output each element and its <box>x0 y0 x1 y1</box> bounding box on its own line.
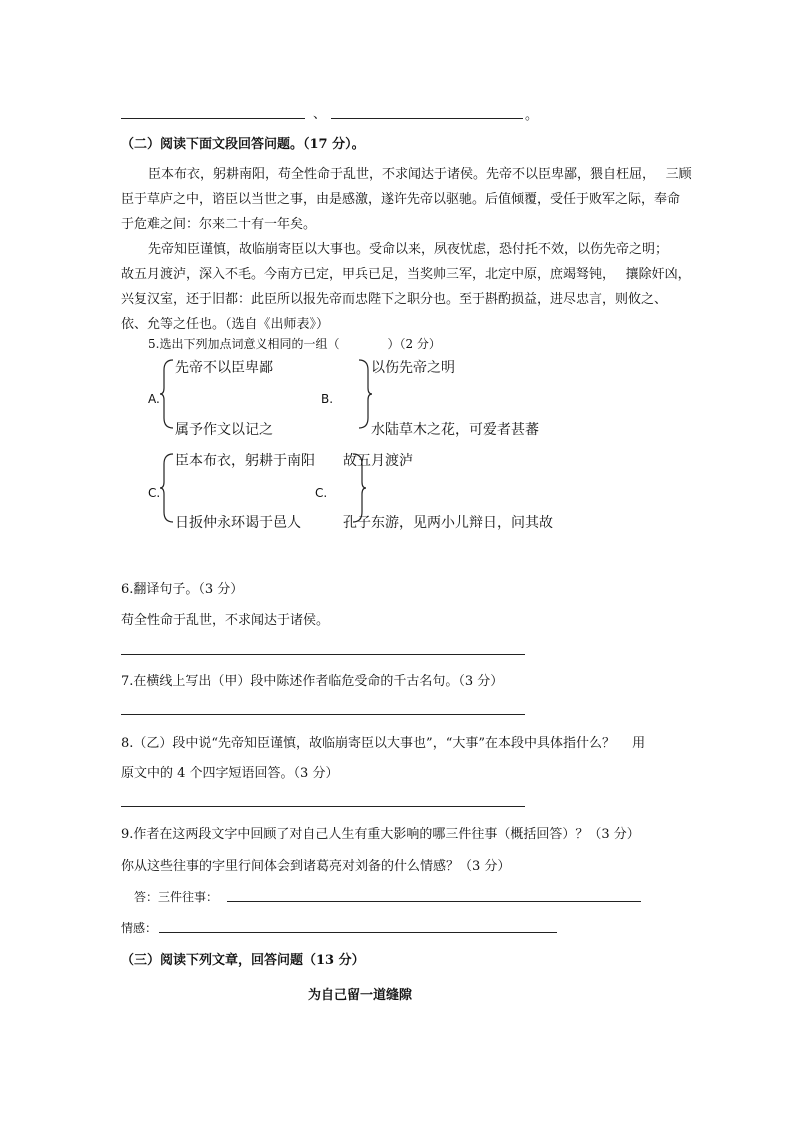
q7-answer-line[interactable] <box>121 714 525 715</box>
answer-blank-2[interactable] <box>331 118 523 119</box>
option-c2-bottom: 孔子东游，见两小儿辩日，问其故 <box>343 515 553 531</box>
answer-blank-1[interactable] <box>121 118 305 119</box>
separator: 、 <box>313 107 327 122</box>
option-c1-brace <box>160 452 174 524</box>
option-b-top: 以伤先帝之明 <box>371 360 455 376</box>
option-c1-bottom: 日扳仲永环谒于邑人 <box>175 515 301 531</box>
option-c2-label: C. <box>315 486 328 500</box>
option-c1-top: 臣本布衣，躬耕于南阳 <box>175 453 315 469</box>
article-title: 为自己留一道缝隙 <box>308 988 413 1003</box>
option-b-label: B. <box>321 392 334 406</box>
period: 。 <box>525 108 539 123</box>
passage-p2-line3: 兴复汉室，还于旧都：此臣所以报先帝而忠陛下之职分也。至于斟酌损益，进尽忠言，则攸之、 <box>121 292 668 307</box>
passage-p1-line1: 臣本布衣，躬耕南阳，苟全性命于乱世，不求闻达于诸侯。先帝不以臣卑鄙，猥自枉屈， 三顾 <box>148 167 692 182</box>
section2-heading: （二）阅读下面文段回答问题。（17 分）。 <box>121 137 365 152</box>
q6-answer-line[interactable] <box>121 654 525 655</box>
q6-sentence: 苟全性命于乱世，不求闻达于诸侯。 <box>121 613 330 628</box>
q5-stem: 5.选出下列加点词意义相同的一组（ ）（2 分） <box>148 337 441 351</box>
q9-emotion-answer-line[interactable] <box>159 932 557 933</box>
passage-p1-line3: 于危难之间：尔来二十有一年矣。 <box>121 217 317 232</box>
q9-emotion-label: 情感： <box>121 921 158 935</box>
option-a-bottom: 属予作文以记之 <box>175 422 273 438</box>
q8-answer-line[interactable] <box>121 806 525 807</box>
passage-p2-line1: 先帝知臣谨慎，故临崩寄臣以大事也。受命以来，夙夜忧虑，恐付托不效，以伤先帝之明； <box>148 242 669 257</box>
q8-line2: 原文中的 4 个四字短语回答。（3 分） <box>121 766 339 781</box>
q6-stem: 6.翻译句子。（3 分） <box>121 582 244 597</box>
option-c1-label: C. <box>148 486 161 500</box>
q7-stem: 7.在横线上写出（甲）段中陈述作者临危受命的千古名句。（3 分） <box>121 674 504 689</box>
option-a-top: 先帝不以臣卑鄙 <box>175 360 273 376</box>
passage-p2-line2: 故五月渡泸，深入不毛。今南方已定，甲兵已足，当奖帅三军，北定中原，庶竭驽钝， 攘除奸凶， <box>121 267 691 282</box>
option-b-brace <box>358 358 372 430</box>
passage-p2-line4: 依、允等之任也。（选自《出师表》） <box>121 317 330 332</box>
option-c2-top: 故五月渡泸 <box>343 453 413 469</box>
option-b-bottom: 水陆草木之花，可爱者甚蕃 <box>371 422 539 438</box>
q9-events-answer-line[interactable] <box>227 901 641 902</box>
q9-answer-label: 答：三件往事： <box>134 890 219 904</box>
q9-line2: 你从这些往事的字里行间体会到诸葛亮对刘备的什么情感？（3 分） <box>121 859 511 874</box>
option-a-brace <box>160 358 174 430</box>
passage-p1-line2: 臣于草庐之中，谘臣以当世之事，由是感激，遂许先帝以驱驰。后值倾覆，受任于败军之际，奉命 <box>121 192 681 207</box>
q9-line1: 9.作者在这两段文字中回顾了对自己人生有重大影响的哪三件往事（概括回答）？（3 分） <box>121 827 640 842</box>
section3-heading: （三）阅读下列文章，回答问题（13 分） <box>121 953 365 968</box>
q8-line1: 8.（乙）段中说“先帝知臣谨慎，故临崩寄臣以大事也”，“大事”在本段中具体指什么？ 用 <box>121 736 646 751</box>
option-a-label: A. <box>148 392 160 406</box>
